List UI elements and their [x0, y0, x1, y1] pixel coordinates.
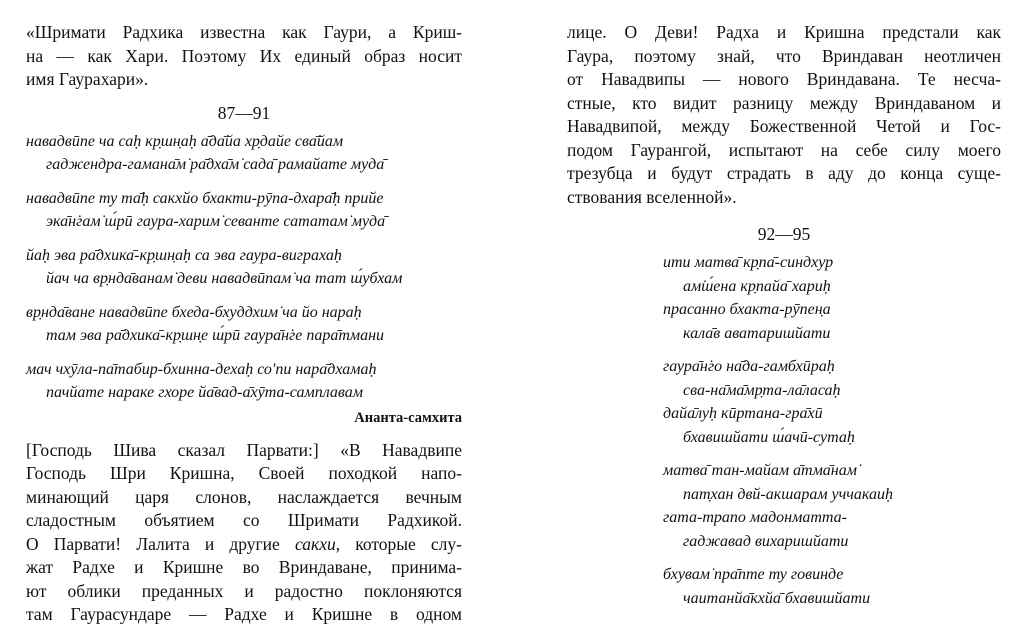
verse-line: навадвӣпе ту та̄ḥ сакхйо бхакти-рӯпа-дхара̄ḥ прийе [26, 189, 384, 207]
text-line: имя Гаурахари». [26, 69, 149, 89]
text-line: Господь Шри Кришна, Своей походкой напо- [26, 463, 462, 483]
verse-number-heading: 92—95 [757, 224, 811, 244]
verse-couplet [26, 301, 462, 348]
text-line: подом Гаурангой, испытают на себе силу моего [567, 139, 1001, 160]
text-line: ют облики преданных и радостно поклоняются [26, 580, 462, 601]
text-line: ствования вселенной». [567, 186, 737, 207]
verse-line: вр̣нда̄ване навадвӣпе бхеда-бхуддхим̇ ча йо нараḥ [26, 303, 362, 321]
verse-line: чаитанйа̄кхйа̄ бхавишйати [683, 589, 871, 607]
verse-line: гаура̄н̇го на̄да-гамбхӣраḥ [663, 358, 835, 375]
verse-couplet [26, 358, 462, 405]
verse-line: кала̄в аватаришйати [683, 324, 831, 342]
intro-paragraph [26, 21, 462, 92]
left-column [26, 0, 462, 627]
text-line: жат Радхе и Кришне во Вриндаване, принима- [26, 557, 462, 577]
verse-line: пат̣хан двй-акшарам уччакаиḥ [683, 485, 893, 503]
text-line: трезубца и будут страдать в аду до конца суще- [567, 163, 1001, 183]
source-attribution: Ананта-самхита [354, 409, 462, 426]
verse-line: бхавишйати ш́ачӣ-сутаḥ [683, 428, 855, 446]
verse-line: ити матва̄ кр̣па̄-синдхур [663, 254, 834, 271]
verse-line: мач чхӯла-па̄табир-бхинна-дехаḥ со'пи нара̄дхамаḥ [26, 360, 377, 378]
verse-line: там эва ра̄дхика̄-кр̣шн̣е ш́рӣ гаура̄н̇ге пара̄тмани [46, 327, 385, 344]
verse-line: матва̄ тан-майам а̄тма̄нам̇ [663, 462, 857, 479]
verse-couplet [26, 244, 462, 291]
text-segment: О Парвати! Лалита и другие [26, 533, 295, 554]
verse-line: дайа̄луḥ кӣртана-гра̄хӣ [663, 405, 823, 422]
verse-line: бхувам̇ пра̄пте ту говинде [663, 566, 844, 583]
verse-line: гаджавад вихаришйати [683, 532, 849, 550]
text-line: лице. О Деви! Радха и Кришна предстали как [567, 22, 1001, 42]
right-column [567, 0, 1001, 610]
verse-line: навадвӣпе ча саḥ кр̣шн̣аḥ а̄да̄йа хр̣дайе сва̄йам [26, 132, 344, 150]
verse-line: сва-на̄ма̄мр̣та-ла̄ласаḥ [683, 381, 841, 399]
text-segment: , которые слу- [335, 533, 462, 554]
verse-couplet [26, 130, 462, 177]
verse-number-heading: 87—91 [217, 102, 271, 123]
verse-line: йаḥ эва ра̄дхика̄-кр̣шн̣аḥ са эва гаура-виграхаḥ [26, 246, 342, 264]
translation-paragraph [26, 439, 462, 627]
verse-line: ам̇ш́ена кр̣пайа̄ хариḥ [683, 277, 831, 295]
verse-line: гаджендра-гамана̄м̇ ра̄дха̄м̇ сада̄ рамайате муда̄ [46, 156, 385, 173]
verse-stanza [663, 251, 1001, 345]
verse-line: йач ча вр̣нда̄ванам̇ деви навадвӣпам̇ ча тат ш́убхам [46, 270, 403, 287]
verse-stanza [663, 459, 1001, 553]
verse-line: гата-трапо мадонматта- [663, 509, 847, 526]
text-line: на — как Хари. Поэтому Их единый образ носит [26, 45, 462, 66]
text-line: от Навадвипы — нового Вриндавана. Те несча- [567, 69, 1001, 89]
verse-line: прасанно бхакта-рӯпен̣а [663, 301, 831, 318]
verse-line: эка̄н̇гам̇ ш́рӣ гаура-харим̇ севанте сататам̇ муда̄ [46, 213, 386, 230]
text-line: там Гаурасундаре — Радхе и Кришне в одном [26, 604, 462, 624]
verse-stanza [663, 355, 1001, 449]
continuation-paragraph [567, 21, 1001, 209]
text-line: [Господь Шива сказал Парвати:] «В Навадвипе [26, 439, 462, 460]
verse-line: пачйате нараке гхоре йа̄вад-а̄хӯта-самплавам [46, 384, 363, 401]
text-line: минающий царя слонов, наслаждается вечным [26, 486, 462, 507]
text-line: стные, кто видит разницу между Вриндаваном и [567, 92, 1001, 113]
text-line: сладостным объятием со Шримати Радхикой. [26, 510, 462, 530]
text-line: «Шримати Радхика известна как Гаури, а Криш- [26, 22, 462, 42]
text-line [26, 533, 462, 557]
text-line: Навадвипой, между Божественной Четой и Гос- [567, 116, 1001, 136]
verse-couplet [26, 187, 462, 234]
text-line: Гаура, поэтому знай, что Вриндаван неотличен [567, 45, 1001, 66]
verse-stanza [663, 563, 1001, 610]
italic-term: сакхи [294, 533, 336, 554]
